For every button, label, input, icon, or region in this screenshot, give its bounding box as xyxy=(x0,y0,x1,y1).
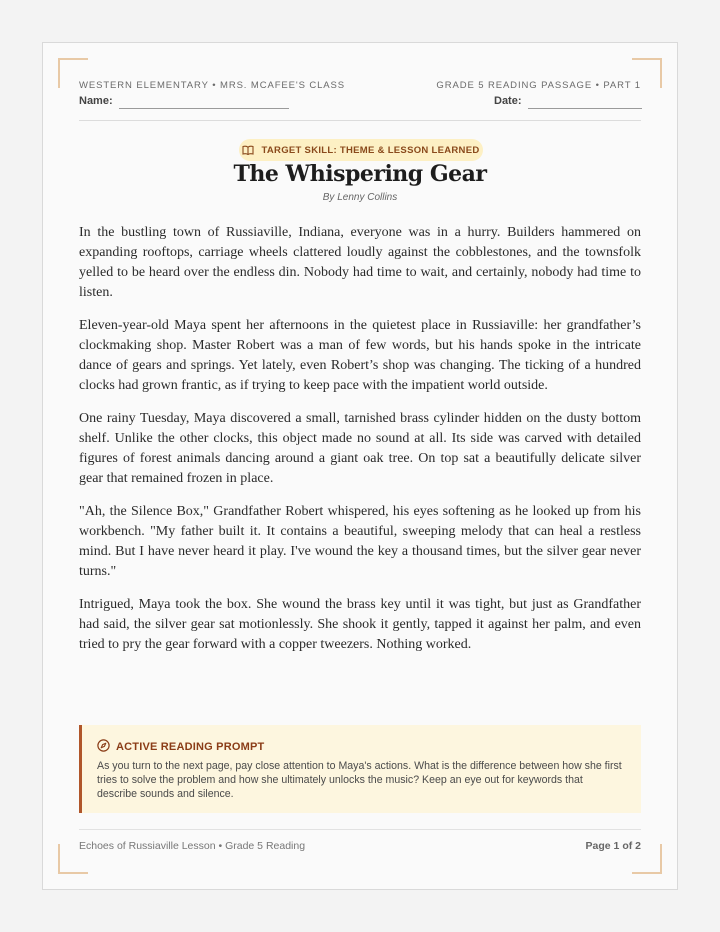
footer-lesson-label: Echoes of Russiaville Lesson • Grade 5 Reading xyxy=(79,840,306,852)
story-byline: By Lenny Collins xyxy=(322,192,398,203)
worksheet-page xyxy=(42,42,678,890)
passage-label: GRADE 5 READING PASSAGE • PART 1 xyxy=(436,80,641,91)
story-paragraph: One rainy Tuesday, Maya discovered a small, tarnished brass cylinder hidden on the dusty bottom shelf. Unlike the other clocks, this object made no sound at all. Its side was carved with detailed figures of forest animals dancing around a giant oak tree. On top sat a beautifully delicate silver gear that remained frozen in place. xyxy=(79,411,641,486)
prompt-header xyxy=(97,739,623,755)
active-reading-prompt xyxy=(79,725,641,813)
date-label: Date: xyxy=(494,95,522,107)
story-body xyxy=(79,223,641,668)
header-top-line xyxy=(79,80,641,91)
story-paragraph: "Ah, the Silence Box," Grandfather Robert whispered, his eyes softening as he looked up from his workbench. "My father built it. It contains a beautiful, sweeping melody that can heal a restless mind. But I have never heard it play. I've wound the key a thousand times, but the silver gear never turns." xyxy=(79,504,641,579)
story-paragraph: In the bustling town of Russiaville, Indiana, everyone was in a hurry. Builders hammered on expanding rooftops, carriage wheels clattered loudly against the cobblestones, and the townsfolk yelled to be heard over the endless din. Nobody had time to wait, and certainly, nobody had time to listen. xyxy=(79,225,641,300)
target-skill-label: TARGET SKILL: THEME & LESSON LEARNED xyxy=(261,144,480,156)
school-class-label: WESTERN ELEMENTARY • MRS. MCAFEE'S CLASS xyxy=(79,80,346,91)
header-divider xyxy=(79,120,641,121)
story-paragraph: Intrigued, Maya took the box. She wound the brass key until it was tight, but just as Grandfather had said, the silver gear sat motionlessly. She shook it gently, tapped it against her palm, and even tried to pry the gear forward with a copper tweezers. Nothing worked. xyxy=(79,597,641,652)
story-title: The Whispering Gear xyxy=(233,161,487,187)
name-field[interactable] xyxy=(119,108,289,109)
footer-divider xyxy=(79,829,641,830)
name-label: Name: xyxy=(79,95,113,107)
page-number: Page 1 of 2 xyxy=(585,840,641,852)
prompt-text: As you turn to the next page, pay close attention to Maya's actions. What is the difference between how she first tries to solve the problem and how she ultimately unlocks the music? Keep an eye out for keywords that describe sounds and silence. xyxy=(97,760,622,800)
prompt-title: ACTIVE READING PROMPT xyxy=(116,741,265,753)
target-skill-badge xyxy=(239,139,483,161)
date-field[interactable] xyxy=(528,108,642,109)
compass-icon xyxy=(97,739,110,755)
open-book-icon xyxy=(242,145,254,155)
name-date-fields xyxy=(79,95,641,111)
story-paragraph: Eleven-year-old Maya spent her afternoons in the quietest place in Russiaville: her grandfather’s clockmaking shop. Master Robert was a man of few words, but his hands spoke in the intricate dance of gears and springs. Yet lately, even Robert’s shop was changing. The ticking of a hundred clocks had grown frantic, as if trying to keep pace with the impatient world outside. xyxy=(79,318,641,393)
